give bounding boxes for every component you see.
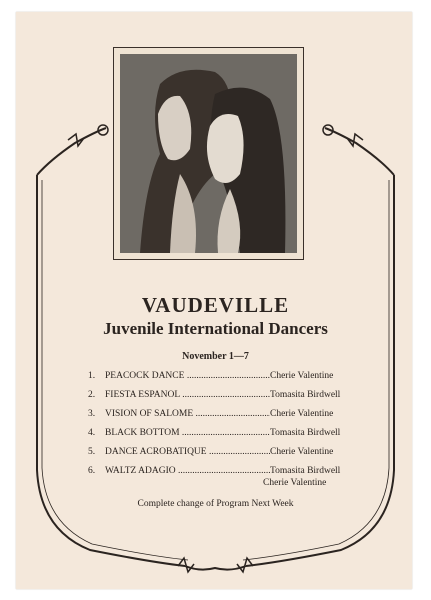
item-number: 1. bbox=[88, 371, 96, 381]
program-row bbox=[88, 390, 348, 409]
performer: Tomasita Birdwell bbox=[270, 428, 341, 438]
item-number: 3. bbox=[88, 409, 96, 419]
page-title: VAUDEVILLE bbox=[141, 293, 290, 317]
dancers-photo-frame bbox=[113, 47, 304, 260]
performer: Cherie Valentine bbox=[270, 447, 334, 457]
performer: Tomasita Birdwell bbox=[270, 390, 341, 400]
footer-note: Complete change of Program Next Week bbox=[137, 499, 294, 509]
program-list bbox=[88, 371, 348, 485]
dance-name: FIESTA ESPANOL ..... bbox=[105, 390, 270, 400]
performer: Cherie Valentine bbox=[270, 371, 334, 381]
dance-name: DANCE ACROBATIQUE ..... bbox=[105, 447, 270, 457]
item-number: 6. bbox=[88, 466, 96, 476]
date-range: November 1—7 bbox=[182, 351, 249, 362]
program-row bbox=[88, 447, 348, 466]
item-number: 4. bbox=[88, 428, 96, 438]
item-number: 5. bbox=[88, 447, 96, 457]
dancers-illustration bbox=[120, 54, 297, 253]
program-row bbox=[88, 428, 348, 447]
subtitle: Juvenile International Dancers bbox=[103, 319, 328, 338]
dance-name: PEACOCK DANCE ..... bbox=[105, 371, 270, 381]
program-row bbox=[88, 371, 348, 390]
dance-name: BLACK BOTTOM ..... bbox=[105, 428, 270, 438]
dance-name: VISION OF SALOME ..... bbox=[105, 409, 270, 419]
item-number: 2. bbox=[88, 390, 96, 400]
performer: Cherie Valentine bbox=[270, 409, 334, 419]
performer: Tomasita Birdwell bbox=[270, 466, 341, 476]
dance-name: WALTZ ADAGIO ..... bbox=[105, 466, 270, 476]
dancers-photo bbox=[120, 54, 297, 253]
performer-extra: Cherie Valentine bbox=[263, 478, 327, 488]
program-row bbox=[88, 409, 348, 428]
